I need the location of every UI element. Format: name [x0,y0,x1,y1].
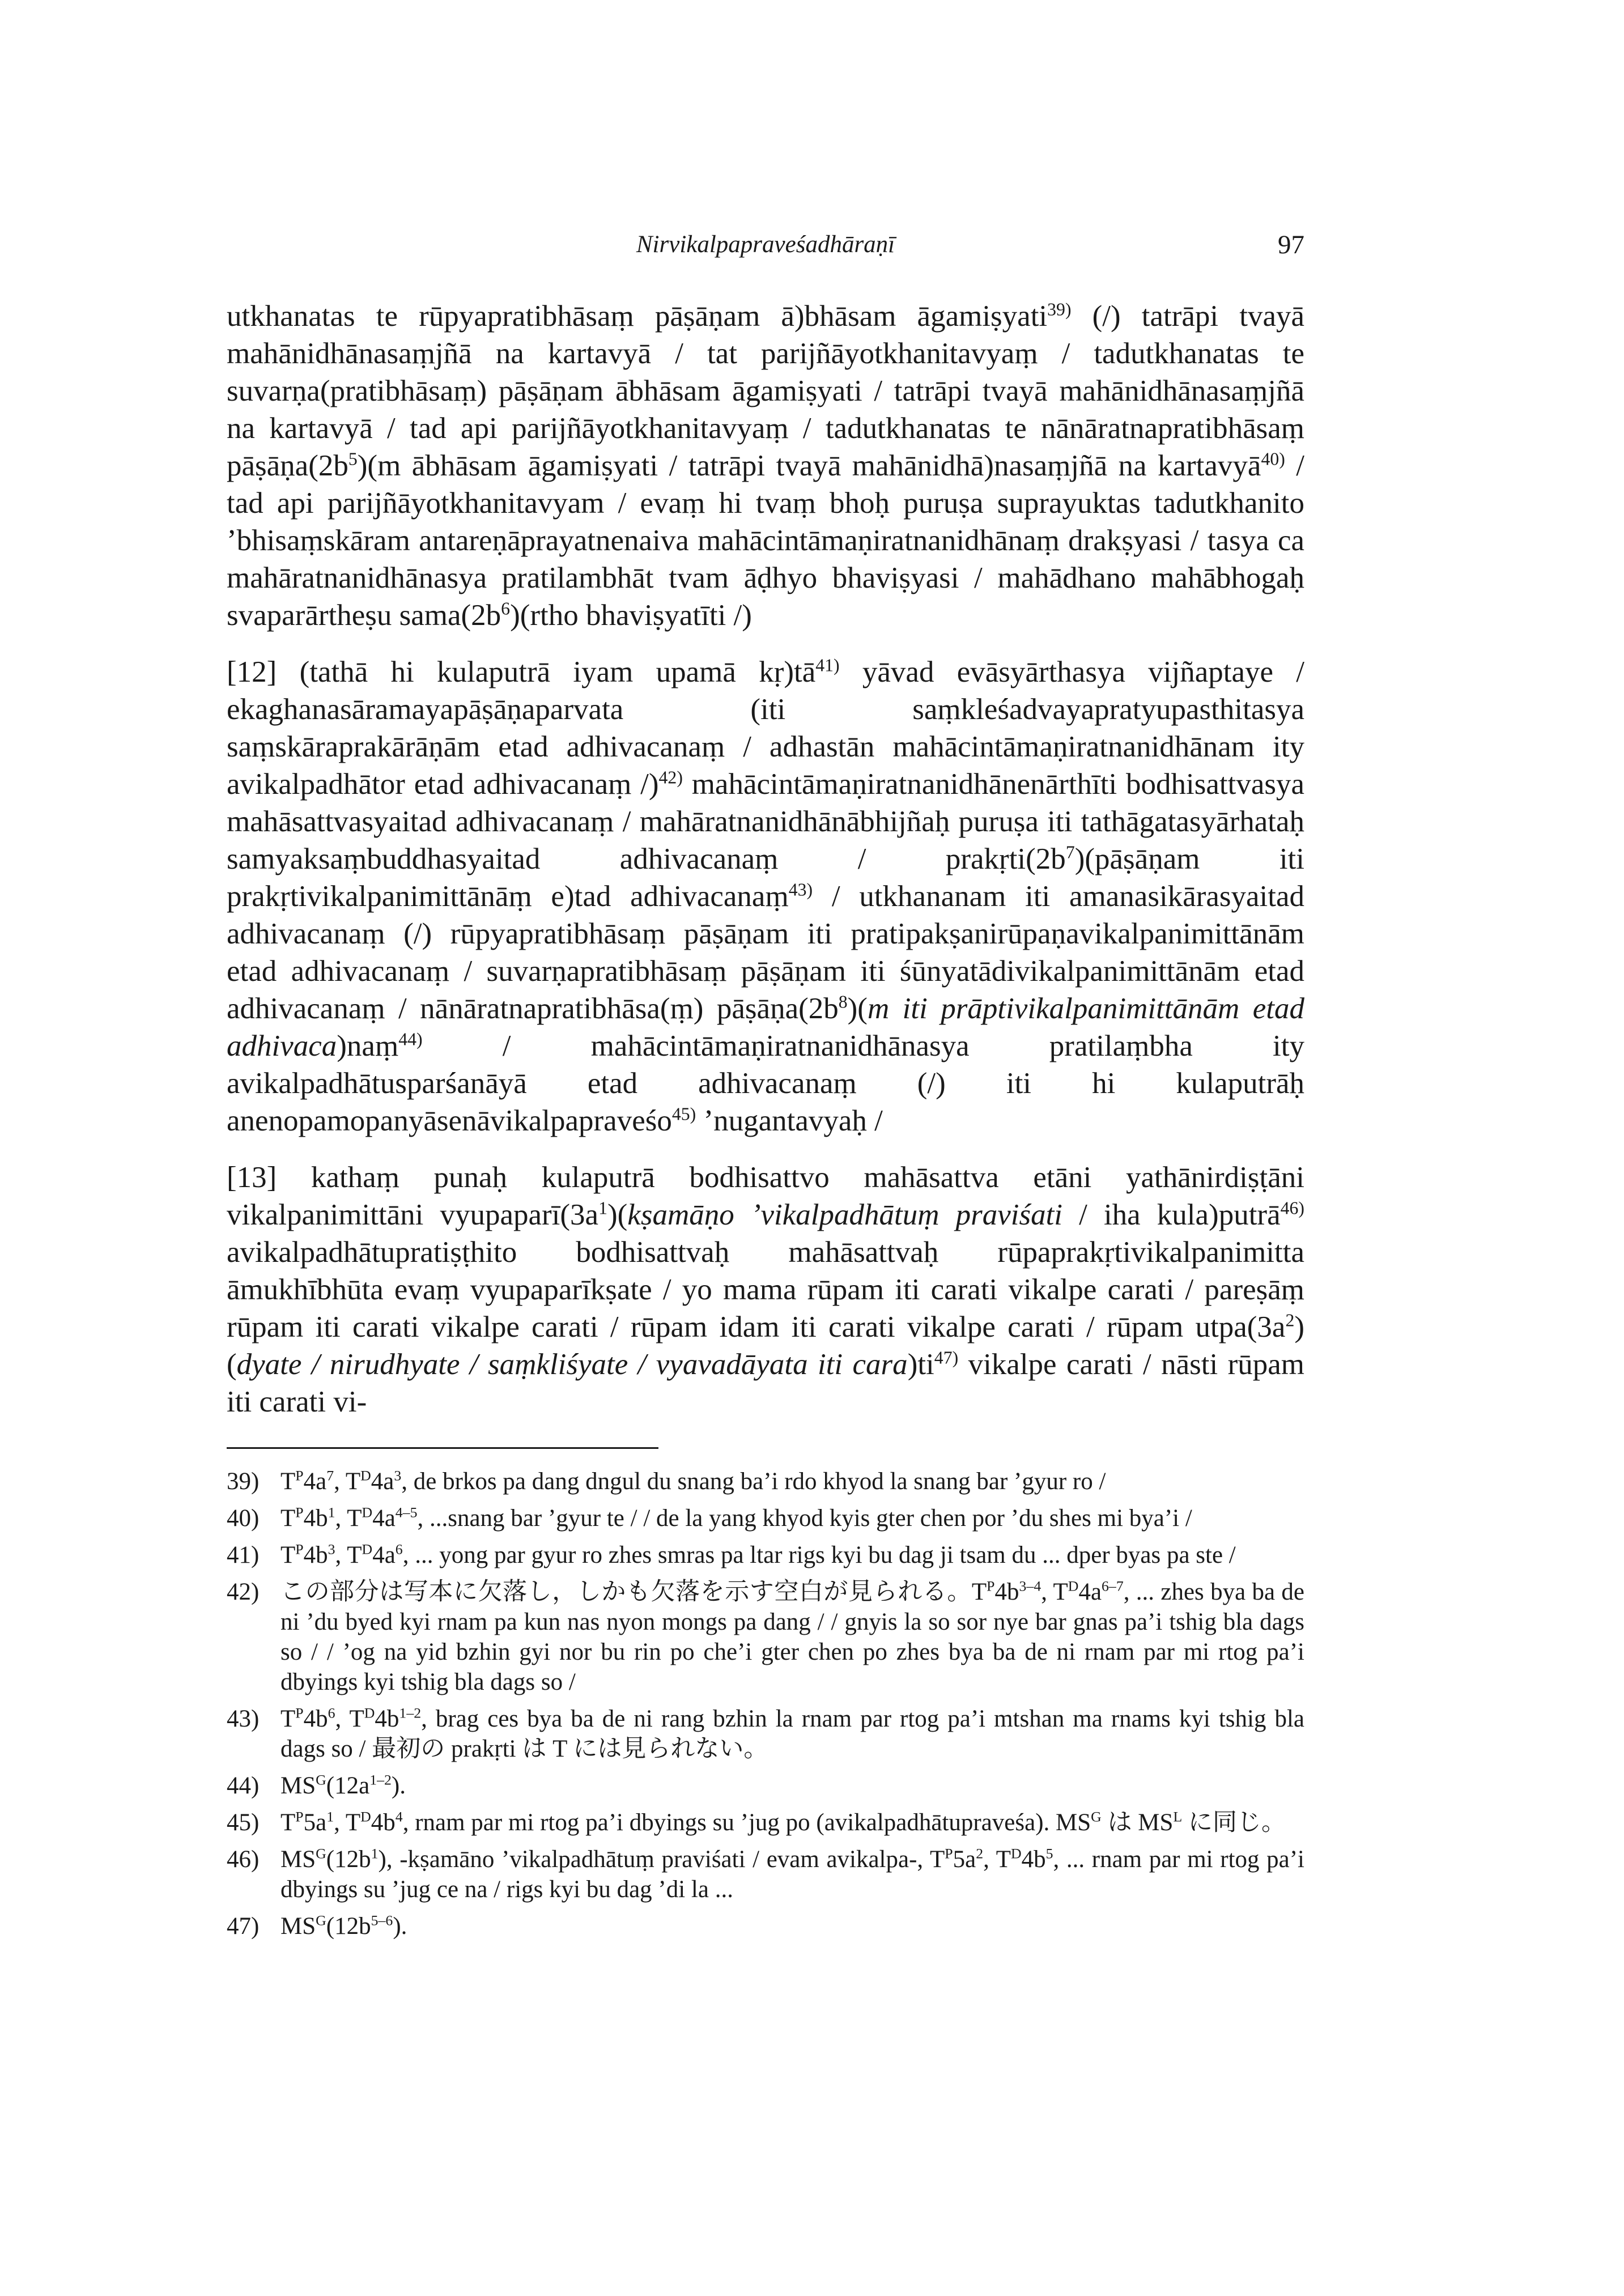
page-header [227,222,1304,267]
footnote-ref-47: 47) [934,1347,959,1368]
footnote-42 [227,1577,1304,1697]
footnote-number: 46) [227,1846,260,1873]
paragraph-12: [12] (tathā hi kulaputrā iyam upamā $kṛ)tā^{41)}$ yāvad evāsyārthasya vijñaptaye / ekaghanasāramayapāṣāṇaparvata (iti saṃkleśadvayapratyupasthitasya saṃskāraprakārāṇām etad adhivacanaṃ / adhastān mahācintāmaṇiratnanidhānam ity avikalpadhātor etad adhivacanaṃ /)$^{42)}$ mahācintāmaṇiratnanidhānenārthīti bodhisattvasya mahāsattvasyaitad adhivacanaṃ / mahāratnanidhānābhijñaḥ puruṣa iti tathāgatasyārhataḥ samyaksaṃbuddhasyaitad adhivacanaṃ / $prakṛti(2b^7)(pāṣāṇam$ iti prakṛtivikalpanimittānāṃ e)tad adhivacanaṃ$^{43)}$ / utkhananam iti amanasikārasyaitad adhivacanaṃ (/) rūpyapratibhāsaṃ pāṣāṇam iti pratipakṣanirūpaṇavikalpanimittānām etad adhivacanaṃ / suvarṇapratibhāsaṃ pāṣāṇam iti śūnyatādivikalpanimittānām etad adhivacanaṃ / nānāratnapratibhāsa(ṃ) $pāṣāṇa(2b^8)(m$ iti prāptivikalpanimittānām etad adhivaca)naṃ$^{44)}$ / mahācintāmaṇiratnanidhānasya pratilaṃbha ity avikalpadhātusparśanāyā etad adhivacanaṃ (/) iti hi kulaputrāḥ anenopamopanyāsenāvikalpapraveśo$^{45)}$ ’nugantavyaḥ / [227,655,1305,1137]
footnote-number: 45) [227,1809,260,1836]
footnote-ref-44: 44) [398,1029,423,1049]
footnote-44 [227,1771,1304,1801]
paragraph-11-continued: utkhanatas te rūpyapratibhāsaṃ pāṣāṇam ā)bhāsam āgamiṣyati$^{39)}$ (/) tatrāpi tvayā mahānidhānasaṃjñā na kartavyā / tat parijñāyotkhanitavyaṃ / tadutkhanatas te suvarṇa(pratibhāsaṃ) pāṣāṇam ābhāsam āgamiṣyati / tatrāpi tvayā mahānidhānasaṃjñā na kartavyā / tad api parijñāyotkhanitavyaṃ / tadutkhanatas te nānāratnapratibhāsaṃ $pāṣāṇa(2b^5)(m$ ābhāsam āgamiṣyati / tatrāpi tvayā mahānidhā)nasaṃjñā na kartavyā$^{40)}$ / tad api parijñāyotkhanitavyam / evaṃ hi tvaṃ bhoḥ puruṣa suprayuktas tadutkhanito ’bhisaṃskāram antareṇāprayatnenaiva mahācintāmaṇiratnanidhānaṃ drakṣyasi / tasya ca mahāratnanidhānasya pratilambhāt tvam āḍhyo bhaviṣyasi / mahādhano mahābhogaḥ svaparārtheṣu $sama(2b^6)(rtho$ bhaviṣyatīti /) [227,299,1304,632]
footnote-text: この部分は写本に欠落し，しかも欠落を示す空白が見られる。$T^P4b^{3-4}$, $T^D4a^{6-7}$, ... zhes bya ba de ni ’du byed kyi rnam pa kun nas nyon mongs pa dang / / gnyis la so sor nye bar gnas pa’i tshig bla dags so / / ’og na yid bzhin gyi nor bu rin po che’i gter chen po zhes bya ba de ni rnam par mi rtog pa’i dbyings kyi tshig bla dags so / [280,1578,1304,1695]
footnote-ref-39: 39) [1047,299,1072,320]
footnote-separator [227,1447,658,1449]
footnote-45 [227,1808,1304,1838]
footnote-number: 43) [227,1706,260,1732]
footnote-ref-46: 46) [1280,1198,1304,1218]
footnote-39 [227,1466,1304,1496]
footnote-text: $T^P4b^6$, $T^D4b^{1-2}$, brag ces bya ba de ni rang bzhin la rnam par rtog pa’i mtshan ma rnams kyi tshig bla dags so / 最初の prakṛti は T には見られない。 [280,1704,1304,1762]
footnote-number: 47) [227,1913,260,1940]
footnote-number: 44) [227,1772,260,1799]
footnote-40 [227,1503,1304,1533]
footnote-46 [227,1844,1304,1904]
footnote-number: 41) [227,1542,260,1568]
footnote-41 [227,1540,1304,1570]
footnote-47 [227,1911,1304,1941]
footnote-number: 39) [227,1468,260,1495]
footnote-text: $T^P5a^1$, $T^D4b^4$, rnam par mi rtog pa’i dbyings su ’jug po (avikalpadhātupraveśa). $MS^G$ は $MS^L$ に同じ。 [280,1808,1286,1836]
footnote-text: $T^P4a^7$, $T^D4a^3$, de brkos pa dang dngul du snang ba’i rdo khyod la snang bar ’gyur ro / [280,1467,1106,1495]
main-text [227,297,1304,1421]
footnote-text: $MS^G(12b^{5-6})$. [280,1912,407,1940]
footnote-number: 42) [227,1579,260,1605]
footnote-ref-42: 42) [658,767,683,788]
footnote-text: $T^P4b^1$, $T^D4a^{4-5}$, ...snang bar ’gyur te / / de la yang khyod kyis gter chen por ’du shes mi bya’i / [280,1504,1192,1532]
paragraph-13: [13] kathaṃ punaḥ kulaputrā bodhisattvo mahāsattva etāni yathānirdiṣṭāni vikalpanimittāni $vyupaparī(3a^1)(kṣamāṇo$ ’vikalpadhātuṃ praviśati / iha kula)putrā$^{46)}$ avikalpadhātupratiṣṭhito bodhisattvaḥ mahāsattvaḥ rūpaprakṛtivikalpanimitta āmukhībhūta evaṃ vyupaparīkṣate / yo mama rūpam iti carati vikalpe carati / pareṣāṃ rūpam iti carati vikalpe carati / rūpam idam iti carati vikalpe carati / rūpam $utpa(3a^2)(dyate$ / nirudhyate / saṃkliśyate / vyavadāyata iti $cara)ti^{47)}$ vikalpe carati / nāsti rūpam iti carati vi- [227,1161,1304,1418]
footnote-ref-40: 40) [1261,449,1285,469]
running-title: Nirvikalpapraveśadhāraṇī [636,231,895,258]
footnote-number: 40) [227,1505,260,1532]
footnote-ref-43: 43) [788,879,813,900]
page-number: 97 [1278,230,1304,260]
footnote-43 [227,1704,1304,1764]
footnote-text: $MS^G(12a^{1-2})$. [280,1771,406,1799]
footnote-text: $T^P4b^3$, $T^D4a^6$, ... yong par gyur ro zhes smras pa ltar rigs kyi bu dag ji tsam du ... dper byas pa ste / [280,1541,1236,1568]
footnotes [227,1466,1304,1948]
footnote-ref-45: 45) [671,1104,696,1124]
footnote-ref-41: 41) [815,655,840,675]
footnote-text: $MS^G(12b^1)$, -kṣamāno ’vikalpadhātuṃ praviśati / evam avikalpa-, $T^P5a^2$, $T^D4b^5$, ... rnam par mi rtog pa’i dbyings su ’jug ce na / rigs kyi bu dag ’di la ... [280,1845,1304,1903]
